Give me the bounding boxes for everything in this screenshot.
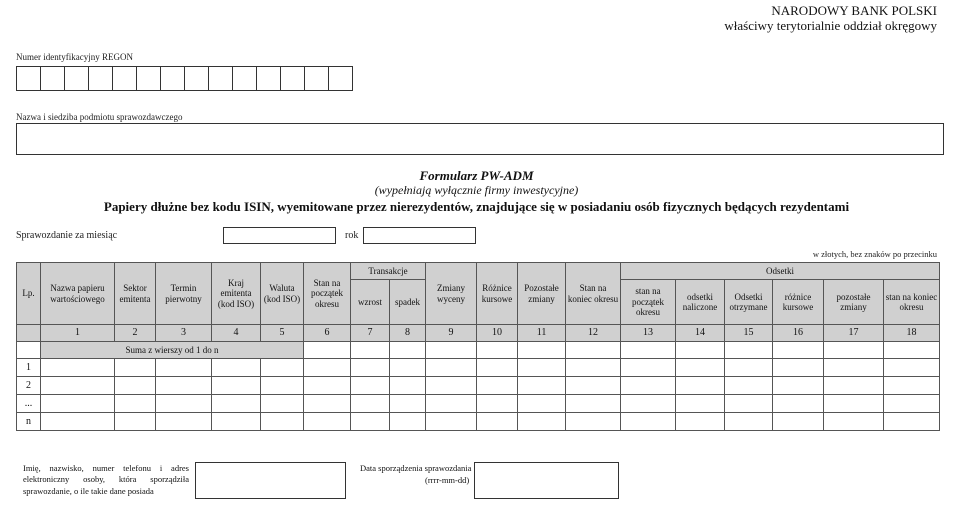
col-number: 1 — [41, 325, 115, 342]
table-cell[interactable] — [41, 395, 115, 413]
table-cell[interactable] — [773, 377, 824, 395]
report-table — [16, 262, 940, 431]
table-cell[interactable] — [390, 395, 426, 413]
row-number: 2 — [17, 377, 41, 395]
preparer-field[interactable] — [195, 462, 346, 499]
col-number: 11 — [518, 325, 566, 342]
col-number: 8 — [390, 325, 426, 342]
table-cell[interactable] — [261, 413, 304, 431]
col-number: 9 — [426, 325, 477, 342]
col-group-transactions: Transakcje — [351, 263, 426, 280]
table-cell[interactable] — [824, 377, 884, 395]
table-cell[interactable] — [477, 413, 518, 431]
col-currency: Waluta (kod ISO) — [261, 263, 304, 325]
preparer-label: Imię, nazwisko, numer telefonu i adres elektroniczny osoby, która sporządziła sprawozdanie, o ile takie dane posiada — [23, 463, 189, 496]
regon-digit-cell[interactable] — [112, 66, 137, 91]
table-cell[interactable] — [884, 342, 940, 359]
table-cell[interactable] — [115, 413, 156, 431]
col-other-changes: Pozostałe zmiany — [518, 263, 566, 325]
table-cell[interactable] — [304, 342, 351, 359]
table-cell[interactable] — [566, 377, 621, 395]
regon-digit-cell[interactable] — [304, 66, 329, 91]
table-cell[interactable] — [621, 359, 676, 377]
regon-digit-cell[interactable] — [88, 66, 113, 91]
table-row — [17, 413, 940, 431]
table-cell[interactable] — [351, 377, 390, 395]
table-cell[interactable] — [824, 359, 884, 377]
table-cell[interactable] — [566, 413, 621, 431]
table-cell[interactable] — [477, 342, 518, 359]
col-number: 18 — [884, 325, 940, 342]
table-cell[interactable] — [426, 359, 477, 377]
col-original-maturity: Termin pierwotny — [156, 263, 212, 325]
table-cell[interactable] — [725, 359, 773, 377]
table-cell[interactable] — [426, 395, 477, 413]
regon-label: Numer identyfikacyjny REGON — [16, 52, 133, 62]
table-row — [17, 395, 940, 413]
date-field[interactable] — [474, 462, 619, 499]
table-cell[interactable] — [304, 377, 351, 395]
table-cell[interactable] — [156, 395, 212, 413]
col-fx-differences: Różnice kursowe — [477, 263, 518, 325]
table-cell[interactable] — [115, 395, 156, 413]
col-lp: Lp. — [17, 263, 41, 325]
col-issuer-sector: Sektor emitenta — [115, 263, 156, 325]
table-cell[interactable] — [212, 377, 261, 395]
table-cell[interactable] — [676, 342, 725, 359]
form-subtitle: (wypełniają wyłącznie firmy inwestycyjne) — [374, 183, 579, 197]
col-number: 2 — [115, 325, 156, 342]
col-number: 6 — [304, 325, 351, 342]
regon-digit-cell[interactable] — [328, 66, 353, 91]
col-number: 10 — [477, 325, 518, 342]
table-cell[interactable] — [824, 395, 884, 413]
regon-digit-cell[interactable] — [160, 66, 185, 91]
bank-name: NARODOWY BANK POLSKI — [771, 3, 937, 18]
entity-name-field[interactable] — [16, 123, 944, 155]
regon-digit-cell[interactable] — [184, 66, 209, 91]
col-number: 16 — [773, 325, 824, 342]
table-cell[interactable] — [156, 413, 212, 431]
table-cell[interactable] — [566, 342, 621, 359]
sum-row-label: Suma z wierszy od 1 do n — [41, 342, 304, 359]
regon-digit-cell[interactable] — [136, 66, 161, 91]
table-cell[interactable] — [884, 395, 940, 413]
table-cell[interactable] — [390, 413, 426, 431]
date-label: Data sporządzenia sprawozdania — [360, 463, 472, 473]
col-number: 3 — [156, 325, 212, 342]
table-cell[interactable] — [156, 359, 212, 377]
table-cell[interactable] — [351, 359, 390, 377]
table-cell[interactable] — [518, 342, 566, 359]
table-cell[interactable] — [884, 377, 940, 395]
table-cell[interactable] — [621, 377, 676, 395]
table-cell[interactable] — [261, 359, 304, 377]
col-group-interest: Odsetki — [621, 263, 940, 280]
table-cell[interactable] — [725, 377, 773, 395]
col-number: 13 — [621, 325, 676, 342]
table-cell[interactable] — [477, 359, 518, 377]
table-cell[interactable] — [676, 359, 725, 377]
col-decrease: spadek — [390, 280, 426, 325]
table-cell[interactable] — [773, 413, 824, 431]
month-label: Sprawozdanie za miesiąc — [16, 230, 118, 241]
col-interest-closing: stan na koniec okresu — [884, 280, 940, 325]
col-number: 15 — [725, 325, 773, 342]
table-cell[interactable] — [115, 377, 156, 395]
table-cell[interactable] — [390, 342, 426, 359]
regon-digit-cell[interactable] — [40, 66, 65, 91]
table-cell[interactable] — [304, 413, 351, 431]
regon-digit-cell[interactable] — [208, 66, 233, 91]
col-interest-received: Odsetki otrzymane — [725, 280, 773, 325]
col-opening-balance: Stan na początek okresu — [304, 263, 351, 325]
col-number: 14 — [676, 325, 725, 342]
col-number: 17 — [824, 325, 884, 342]
table-cell[interactable] — [725, 342, 773, 359]
table-cell[interactable] — [426, 413, 477, 431]
bank-branch: właściwy terytorialnie oddział okręgowy — [724, 18, 937, 33]
table-cell[interactable] — [676, 395, 725, 413]
table-cell[interactable] — [824, 413, 884, 431]
table-cell[interactable] — [773, 359, 824, 377]
col-number: 12 — [566, 325, 621, 342]
table-cell[interactable] — [41, 377, 115, 395]
row-number: n — [17, 413, 41, 431]
table-cell[interactable] — [426, 342, 477, 359]
regon-digit-cell[interactable] — [64, 66, 89, 91]
table-cell[interactable] — [351, 342, 390, 359]
table-cell[interactable] — [824, 342, 884, 359]
col-interest-other: pozostałe zmiany — [824, 280, 884, 325]
col-security-name: Nazwa papieru wartościowego — [41, 263, 115, 325]
table-cell[interactable] — [212, 413, 261, 431]
sum-row — [17, 342, 940, 359]
table-cell[interactable] — [518, 413, 566, 431]
table-cell[interactable] — [518, 377, 566, 395]
col-number: 7 — [351, 325, 390, 342]
col-increase: wzrost — [351, 280, 390, 325]
table-cell[interactable] — [518, 359, 566, 377]
table-cell[interactable] — [725, 395, 773, 413]
year-label: rok — [345, 230, 359, 241]
table-cell[interactable] — [390, 377, 426, 395]
entity-label: Nazwa i siedziba podmiotu sprawozdawczego — [16, 112, 183, 122]
table-cell[interactable] — [477, 377, 518, 395]
table-cell[interactable] — [477, 395, 518, 413]
units-note: w złotych, bez znaków po przecinku — [812, 249, 937, 259]
row-number: ... — [17, 395, 41, 413]
table-cell[interactable] — [212, 395, 261, 413]
table-cell[interactable] — [518, 395, 566, 413]
table-cell[interactable] — [41, 413, 115, 431]
table-cell[interactable] — [621, 395, 676, 413]
table-cell[interactable] — [351, 413, 390, 431]
table-cell[interactable] — [115, 359, 156, 377]
table-cell[interactable] — [156, 377, 212, 395]
col-valuation-changes: Zmiany wyceny — [426, 263, 477, 325]
table-cell[interactable] — [261, 395, 304, 413]
form-title: Formularz PW-ADM — [419, 168, 534, 183]
table-cell[interactable] — [390, 359, 426, 377]
col-number: 4 — [212, 325, 261, 342]
table-row — [17, 377, 940, 395]
table-cell[interactable] — [884, 359, 940, 377]
regon-digit-cell[interactable] — [256, 66, 281, 91]
col-closing-balance: Stan na koniec okresu — [566, 263, 621, 325]
col-interest-accrued: odsetki naliczone — [676, 280, 725, 325]
regon-digit-cell[interactable] — [16, 66, 41, 91]
table-row — [17, 359, 940, 377]
table-cell[interactable] — [676, 413, 725, 431]
month-field[interactable] — [223, 227, 336, 244]
date-format-hint: (rrrr-mm-dd) — [425, 475, 470, 485]
regon-digit-cell[interactable] — [280, 66, 305, 91]
form-heading: Papiery dłużne bez kodu ISIN, wyemitowane przez nierezydentów, znajdujące się w posiadaniu osób fizycznych będących rezydentami — [103, 199, 850, 214]
col-issuer-country: Kraj emitenta (kod ISO) — [212, 263, 261, 325]
table-cell[interactable] — [41, 359, 115, 377]
col-number: 5 — [261, 325, 304, 342]
table-cell[interactable] — [304, 395, 351, 413]
regon-field[interactable] — [16, 66, 352, 91]
table-cell[interactable] — [621, 413, 676, 431]
table-cell[interactable] — [212, 359, 261, 377]
table-cell[interactable] — [773, 395, 824, 413]
col-interest-opening: stan na początek okresu — [621, 280, 676, 325]
table-cell[interactable] — [304, 359, 351, 377]
col-interest-fx: różnice kursowe — [773, 280, 824, 325]
table-cell[interactable] — [261, 377, 304, 395]
table-cell[interactable] — [566, 359, 621, 377]
table-cell[interactable] — [884, 413, 940, 431]
table-cell[interactable] — [725, 413, 773, 431]
year-field[interactable] — [363, 227, 476, 244]
regon-digit-cell[interactable] — [232, 66, 257, 91]
table-cell[interactable] — [773, 342, 824, 359]
table-cell[interactable] — [426, 377, 477, 395]
table-cell[interactable] — [621, 342, 676, 359]
column-numbers-row — [17, 325, 940, 342]
table-cell[interactable] — [566, 395, 621, 413]
table-cell[interactable] — [351, 395, 390, 413]
row-number: 1 — [17, 359, 41, 377]
table-cell[interactable] — [676, 377, 725, 395]
